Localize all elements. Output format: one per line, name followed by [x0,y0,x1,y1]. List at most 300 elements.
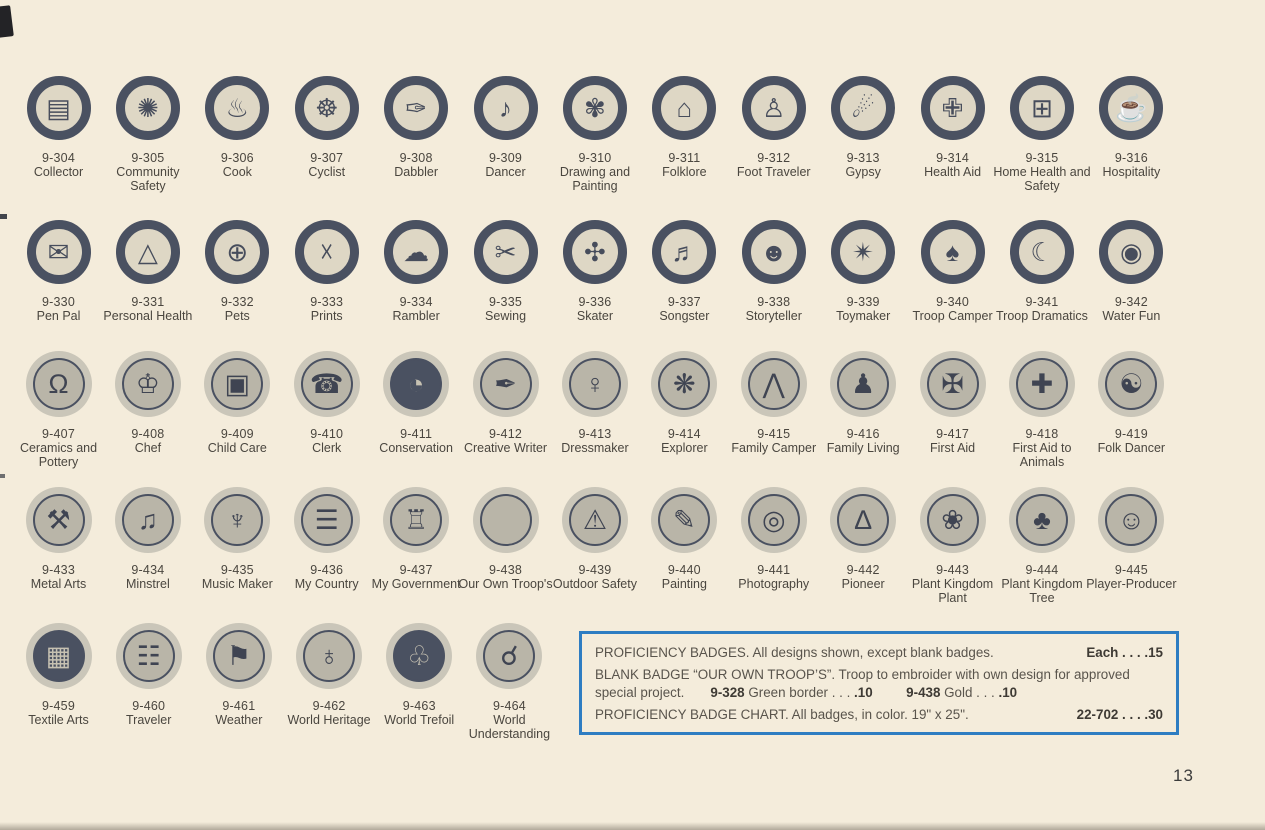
badge-name: Family Living [826,441,900,455]
badge-name: Home Health and Safety [993,165,1091,194]
price-text: Green border . . . [744,684,855,700]
badge-medallion [1010,220,1074,284]
badge-9-310 [550,74,639,193]
badge-medallion [303,630,355,682]
badge-name: My Government [371,577,461,591]
badge-medallion [301,494,353,546]
badge-name: Pen Pal [36,309,81,323]
beach-ball-waves-icon: ◉ [1120,237,1143,267]
price-value: .10 [998,684,1018,700]
scan-edge-mark [0,5,14,38]
badge-name: First Aid [929,441,976,455]
badge-medallion [1010,76,1074,140]
music-note-slipper-icon: ♪ [499,93,513,123]
roller-skate-icon: ✣ [584,237,606,267]
badge-name: Water Fun [1102,309,1161,323]
badge-name: Dabbler [394,165,439,179]
badge-name: Our Own Troop's [458,577,553,591]
badge-code: 9-316 [1114,151,1148,165]
price-line-proficiency-badges [595,644,1163,661]
street-lamp-icon: ✺ [137,93,159,123]
scan-bottom-edge [0,822,1265,830]
badge-code: 9-334 [399,295,433,309]
badge-9-412 [461,350,550,469]
badge-name: Plant Kingdom Plant [911,577,994,606]
badge-medallion [837,358,889,410]
tree-icon: ♣ [1033,504,1051,535]
weather-flag-icon: ⚑ [226,640,251,671]
badge-name: Child Care [207,441,267,455]
badge-9-308 [372,74,461,193]
letter-pen-icon: ✉ [47,237,70,267]
globe-icon: ♁ [318,640,340,671]
badge-code: 9-411 [400,427,433,441]
badge-code: 9-434 [131,563,165,577]
badge-code: 9-332 [220,295,254,309]
badge-9-409 [193,350,282,469]
badge-9-407 [14,350,103,469]
badge-medallion [480,358,532,410]
badge-code: 9-443 [936,563,970,577]
quartered-animals-icon: ⊕ [226,237,249,267]
badge-name: Foot Traveler [736,165,811,179]
badge-name: World Understanding [468,713,551,742]
badge-9-416 [819,350,908,469]
badge-medallion [33,494,85,546]
badge-9-410 [282,350,371,469]
badge-code: 9-418 [1025,427,1059,441]
badge-name: Pets [224,309,250,323]
handshake-icon: ☌ [500,640,519,671]
badge-code: 9-445 [1114,563,1148,577]
badge-code: 9-342 [1114,295,1148,309]
badge-code: 9-433 [42,563,75,577]
badge-code: 9-339 [846,295,880,309]
badge-name: Textile Arts [28,713,89,727]
badge-9-415 [729,350,818,469]
badge-9-460 [104,622,193,741]
badge-name: Music Maker [201,577,273,591]
badge-code: 9-440 [667,563,701,577]
badge-medallion [831,220,895,284]
badge-code: 9-340 [936,295,970,309]
badge-medallion [927,358,979,410]
badge-code: 9-308 [399,151,433,165]
badge-medallion [563,76,627,140]
badge-9-436 [282,486,371,605]
badge-code: 9-438 [489,563,523,577]
badge-name: First Aid to Animals [1012,441,1072,470]
badge-code: 9-312 [757,151,791,165]
badge-code: 9-408 [131,427,165,441]
badge-name: Personal Health [103,309,193,323]
badge-9-312 [729,74,818,193]
price-value: .10 [854,684,873,700]
badge-9-443 [908,486,997,605]
elf-boot-icon: ☾ [1030,237,1054,267]
badge-code: 9-331 [131,295,165,309]
badge-medallion [33,358,85,410]
badge-9-464 [465,622,554,741]
badge-9-333 [282,218,371,323]
badge-name: Clerk [312,441,342,455]
price-value: 9-438 [906,684,941,700]
telephone-icon: ☎ [309,368,344,399]
badge-medallion [295,76,359,140]
badge-medallion [211,358,263,410]
badge-name: My Country [294,577,359,591]
badge-name: Sewing [485,309,527,323]
badge-code: 9-462 [312,699,346,713]
badge-code: 9-310 [578,151,612,165]
page-number: 13 [1173,766,1194,785]
badge-name: Folklore [662,165,707,179]
badge-code: 9-442 [846,563,880,577]
badge-medallion [390,494,442,546]
badge-name: Collector [33,165,84,179]
badge-medallion [569,494,621,546]
woven-checker-icon: ▦ [45,640,72,671]
badge-code: 9-436 [310,563,344,577]
badge-name: World Heritage [287,713,371,727]
badge-name: Drawing and Painting [559,165,631,194]
badge-medallion [748,494,800,546]
badge-medallion [213,630,265,682]
price-text: BLANK BADGE “OUR OWN TROOP’S”. Troop to embroider with own design for approved special project. [595,667,1130,700]
badge-code: 9-309 [489,151,523,165]
badge-name: Storyteller [745,309,802,323]
price-value: 22-702 . . . .30 [1076,706,1163,722]
badge-9-331 [103,218,192,323]
badge-medallion [927,494,979,546]
camera-icon: ◎ [761,504,786,535]
badge-name: Cook [222,165,252,179]
badge-medallion [384,76,448,140]
badge-name: Weather [215,713,263,727]
badge-code: 9-341 [1025,295,1059,309]
badge-9-307 [282,74,371,193]
trefoil-icon: ♧ [407,640,432,671]
badge-code: 9-417 [936,427,970,441]
badge-row-5 [14,622,554,741]
badge-code: 9-314 [936,151,970,165]
badge-9-419 [1087,350,1176,469]
badge-medallion [1099,76,1163,140]
badge-medallion [384,220,448,284]
price-text: Gold . . . [940,684,999,700]
badge-medallion [1105,358,1157,410]
stripes-icon: ☰ [314,504,339,535]
artist-palette-icon: ✾ [584,93,606,123]
badge-code: 9-412 [489,427,523,441]
badge-medallion [921,76,985,140]
badge-medallion [122,494,174,546]
badge-medallion [742,76,806,140]
badge-9-413 [550,350,639,469]
price-value: 9-328 [710,684,745,700]
badge-9-414 [640,350,729,469]
price-line-badge-chart [595,706,1163,723]
badge-9-335 [461,218,550,323]
badge-9-330 [14,218,103,323]
hiker-icon: ♙ [762,93,786,123]
badge-name: Traveler [125,713,172,727]
price-box [579,631,1179,735]
covered-wagon-icon: ⌂ [676,93,693,123]
badge-9-411 [372,350,461,469]
badge-9-434 [103,486,192,605]
badge-medallion [122,358,174,410]
badge-medallion [748,358,800,410]
badge-9-444 [997,486,1086,605]
badge-code: 9-315 [1025,151,1059,165]
badge-code: 9-464 [492,699,526,713]
badge-code: 9-416 [846,427,880,441]
badge-9-306 [193,74,282,193]
badge-code: 9-333 [310,295,344,309]
paint-tube-brushes-icon: ✎ [673,504,696,535]
badge-medallion [474,220,538,284]
maltese-cross-icon: ✙ [941,93,964,123]
badge-9-311 [640,74,729,193]
pie-circle-icon: ◔ [407,368,425,399]
badge-row-3 [14,350,1176,469]
badge-name: Hospitality [1102,165,1161,179]
badge-9-316 [1087,74,1176,193]
crossed-brushes-icon: ☓ [319,237,334,267]
dress-form-icon: ♀ [584,368,606,399]
badge-name: Skater [576,309,613,323]
badge-medallion [483,630,535,682]
badge-name: Folk Dancer [1097,441,1166,455]
maltese-cross-outline-icon: ✠ [941,368,964,399]
badge-9-340 [908,218,997,323]
badge-name: Songster [659,309,710,323]
badge-9-337 [640,218,729,323]
badge-row-1 [14,74,1176,193]
badge-medallion [1016,358,1068,410]
badge-medallion [658,358,710,410]
bicycle-wheel-icon: ☸ [315,93,339,123]
badge-medallion [116,76,180,140]
badge-code: 9-304 [42,151,75,165]
badge-code: 9-460 [132,699,166,713]
family-silhouette-icon: ♟ [851,368,876,399]
comedy-mask-icon: ☺ [1117,504,1146,535]
badge-9-304 [14,74,103,193]
badge-name: Health Aid [924,165,982,179]
badge-code: 9-311 [668,151,701,165]
badge-medallion [393,630,445,682]
badge-name: Creative Writer [463,441,548,455]
lute-icon: ♫ [137,504,159,535]
lyre-icon: ♆ [227,504,248,535]
badge-9-341 [997,218,1086,323]
price-value: Each . . . .15 [1086,645,1163,660]
badge-name: Conservation [379,441,453,455]
badge-code: 9-313 [846,151,880,165]
compass-rose-icon: ❋ [673,368,696,399]
mixing-bowl-icon: ♨ [225,93,249,123]
badge-name: Rambler [392,309,440,323]
badge-medallion [33,630,85,682]
treasure-chest-icon: ▤ [46,93,71,123]
badge-name: Plant Kingdom Tree [1001,577,1083,606]
badge-medallion [480,494,532,546]
badge-medallion [390,358,442,410]
badge-name: Troop Dramatics [996,309,1088,323]
badge-medallion [205,220,269,284]
filled-cross-icon: ✚ [1030,368,1054,399]
badge-name: Outdoor Safety [552,577,637,591]
badge-9-315 [993,74,1091,194]
badge-9-408 [103,350,192,469]
badge-medallion [211,494,263,546]
badge-9-418 [997,350,1086,469]
badge-name: Player-Producer [1086,577,1177,591]
first-aid-kit-icon: ⊞ [1031,93,1053,123]
chef-hat-icon: ♔ [135,368,161,399]
badge-medallion [1105,494,1157,546]
badge-name: Toymaker [836,309,891,323]
badge-medallion [116,220,180,284]
badge-code: 9-444 [1025,563,1059,577]
badge-9-334 [372,218,461,323]
badge-9-438 [458,486,553,605]
scissors-thread-icon: ✂ [494,237,517,267]
badge-medallion [837,494,889,546]
badge-medallion [563,220,627,284]
badge-9-314 [908,74,997,193]
badge-9-305 [103,74,192,193]
badge-9-440 [640,486,729,605]
badge-9-332 [193,218,282,323]
badge-name: Dressmaker [561,441,629,455]
badge-row-4 [14,486,1176,605]
badge-9-463 [375,622,464,741]
badge-9-313 [819,74,908,193]
badge-code: 9-338 [757,295,791,309]
storyteller-icon: ☻ [760,237,788,267]
badge-code: 9-463 [402,699,436,713]
badge-name: Cyclist [308,165,346,179]
badge-code: 9-335 [489,295,523,309]
badge-code: 9-441 [757,563,791,577]
badge-9-437 [372,486,461,605]
badge-code: 9-407 [42,427,75,441]
badge-9-433 [14,486,103,605]
badge-name: Community Safety [116,165,180,194]
price-text: PROFICIENCY BADGES. All designs shown, except blank badges. [595,645,994,660]
badge-medallion [474,76,538,140]
badge-medallion [831,76,895,140]
badge-name: Photography [738,577,810,591]
badge-name: Chef [134,441,162,455]
badge-name: Ceramics and Pottery [19,441,98,470]
quill-inkwell-icon: ✒ [494,368,517,399]
railroad-tracks-icon: ☷ [136,640,161,671]
scan-edge-tick [0,474,5,478]
jumping-jack-toy-icon: ✴ [852,237,875,267]
brush-pot-icon: ✑ [405,93,428,123]
badge-9-435 [193,486,282,605]
badge-medallion [123,630,175,682]
scan-edge-tick [0,214,7,219]
badge-code: 9-305 [131,151,165,165]
badge-medallion [921,220,985,284]
badge-code: 9-410 [310,427,344,441]
triangle-icon: △ [137,237,158,267]
badge-medallion [742,220,806,284]
badge-medallion [569,358,621,410]
badge-medallion [1099,220,1163,284]
badge-medallion [1016,494,1068,546]
badge-9-439 [550,486,639,605]
dancing-couple-icon: ☯ [1119,368,1144,399]
price-line-blank-badge [595,666,1163,701]
badge-name: Dancer [485,165,526,179]
badge-name: Troop Camper [912,309,993,323]
alphabet-blocks-icon: ▣ [224,368,251,399]
outdoor-safety-icon: ⚠ [582,504,608,535]
badge-9-441 [729,486,818,605]
badge-9-336 [550,218,639,323]
badge-medallion [652,220,716,284]
badge-name: Pioneer [841,577,885,591]
badge-code: 9-336 [578,295,612,309]
badge-code: 9-459 [42,699,75,713]
treble-clef-icon: ♬ [671,237,698,267]
bindle-icon: ☄ [851,93,875,123]
badge-9-338 [729,218,818,323]
badge-row-2 [14,218,1176,323]
badge-name: Painting [661,577,707,591]
badge-medallion [658,494,710,546]
badge-9-417 [908,350,997,469]
badge-medallion [27,220,91,284]
badge-9-459 [14,622,103,741]
badge-9-442 [819,486,908,605]
badge-name: Metal Arts [30,577,87,591]
badge-name: Family Camper [731,441,817,455]
badge-name: Prints [310,309,343,323]
tent-icon: ⋀ [762,368,785,399]
badge-medallion [27,76,91,140]
price-text [873,685,906,700]
badge-9-342 [1087,218,1176,323]
badge-code: 9-437 [399,563,433,577]
capitol-dome-icon: ♖ [404,504,429,535]
badge-code: 9-439 [578,563,612,577]
badge-9-461 [194,622,283,741]
badge-medallion [205,76,269,140]
badge-9-445 [1087,486,1176,605]
trees-tent-icon: ♠ [945,237,960,267]
landscape-clouds-icon: ☁ [403,237,430,267]
badge-code: 9-461 [222,699,256,713]
hammer-pliers-icon: ⚒ [46,504,71,535]
badge-medallion [652,76,716,140]
badge-9-339 [819,218,908,323]
badge-code: 9-306 [220,151,254,165]
flower-icon: ❀ [941,504,964,535]
badge-name: Gypsy [845,165,881,179]
badge-code: 9-337 [667,295,701,309]
badge-code: 9-419 [1114,427,1148,441]
price-text: PROFICIENCY BADGE CHART. All badges, in color. 19" x 25". [595,706,969,722]
badge-code: 9-409 [220,427,254,441]
badge-medallion [295,220,359,284]
